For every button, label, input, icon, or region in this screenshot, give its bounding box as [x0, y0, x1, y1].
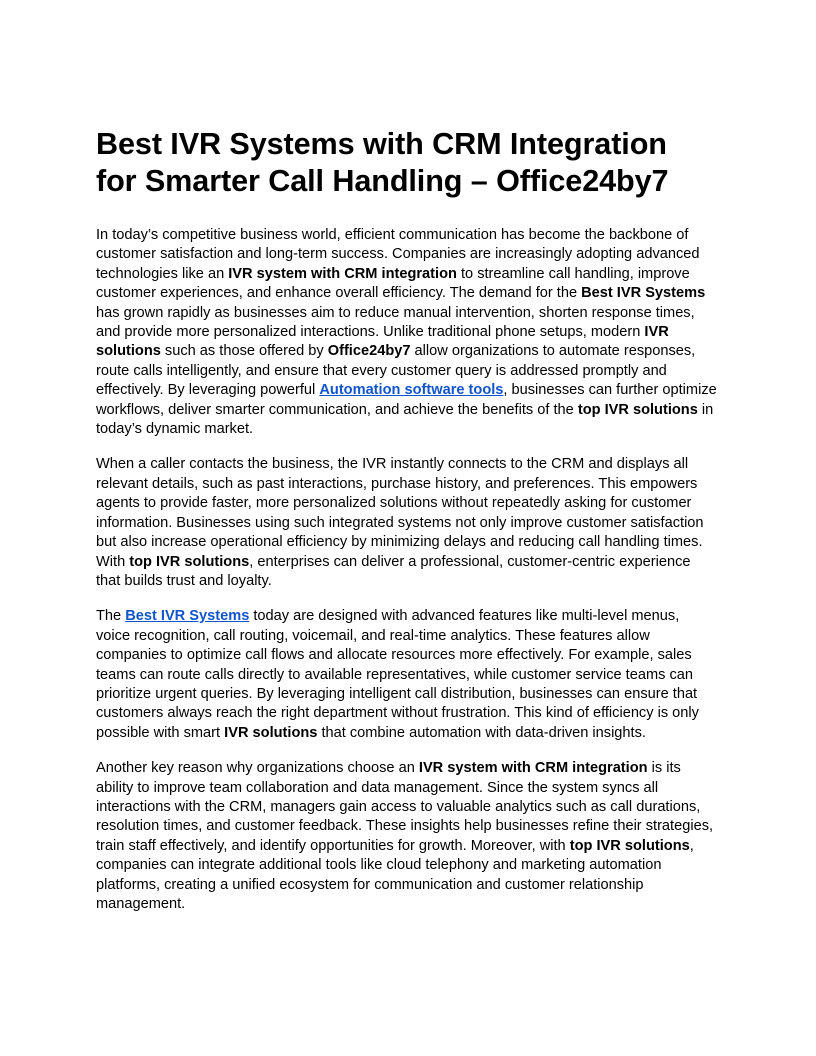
text-line: [96, 494, 720, 513]
text-run: customer satisfaction and long-term success. Companies are increasingly adopting advanced: [96, 246, 700, 263]
hyperlink[interactable]: Automation software tools: [319, 382, 504, 399]
text-run: relevant details, such as past interactions, purchase history, and preferences. This empowers: [96, 475, 698, 492]
text-run: prioritize urgent queries. By leveraging intelligent call distribution, businesses can ensure that: [96, 685, 698, 702]
text-line: [96, 876, 720, 895]
text-line: [96, 759, 720, 778]
text-line: [96, 514, 720, 533]
bold-text: solutions: [96, 343, 161, 360]
text-line: [96, 553, 720, 572]
text-line: [96, 304, 720, 323]
text-run: With: [96, 553, 130, 570]
text-line: [96, 724, 720, 743]
text-line: [96, 475, 720, 494]
text-run: but also increase operational efficiency by minimizing delays and reducing call handling times.: [96, 534, 703, 551]
text-run: customer experiences, and enhance overall efficiency. The demand for the: [96, 285, 582, 302]
text-run: that combine automation with data-driven insights.: [317, 724, 646, 741]
text-line: [96, 455, 720, 474]
text-line: [96, 837, 720, 856]
text-run: such as those offered by: [160, 343, 328, 360]
text-line: [96, 362, 720, 381]
paragraph: [96, 759, 720, 914]
text-run: allow organizations to automate responses,: [410, 343, 696, 360]
text-line: [96, 420, 720, 439]
text-run: today are designed with advanced features like multi-level menus,: [249, 608, 680, 625]
bold-text: Best IVR Systems: [581, 285, 706, 302]
text-run: interactions with the CRM, managers gain access to valuable analytics such as call durations,: [96, 798, 701, 815]
text-run: possible with smart: [96, 724, 225, 741]
bold-text: top IVR solutions: [577, 401, 698, 418]
text-run: in: [697, 401, 714, 418]
text-line: [96, 817, 720, 836]
text-line: [96, 627, 720, 646]
text-line: [96, 685, 720, 704]
text-line: [96, 245, 720, 264]
text-run: train staff effectively, and identify opportunities for growth. Moreover, with: [96, 837, 570, 854]
text-line: [96, 856, 720, 875]
text-run: ,: [689, 837, 694, 854]
text-run: workflows, deliver smarter communication, and achieve the benefits of the: [96, 401, 578, 418]
text-line: [96, 226, 720, 245]
bold-text: IVR solutions: [224, 724, 318, 741]
document-page: [96, 126, 720, 930]
text-run: management.: [96, 896, 186, 912]
text-run: effectively. By leveraging powerful: [96, 382, 320, 399]
text-run: resolution times, and customer feedback. These insights help businesses refine their strategies,: [96, 818, 714, 835]
document-title: [96, 126, 720, 200]
text-run: has grown rapidly as businesses aim to reduce manual intervention, shorten response times,: [96, 304, 695, 321]
text-run: is its: [647, 760, 681, 777]
text-line: [96, 323, 720, 342]
text-run: technologies like an: [96, 265, 229, 282]
text-line: [96, 533, 720, 552]
text-run: companies can integrate additional tools like cloud telephony and marketing automation: [96, 857, 662, 874]
text-run: agents to provide faster, more personalized solutions without repeatedly asking for customer: [96, 495, 692, 512]
text-run: to streamline call handling, improve: [456, 265, 690, 282]
hyperlink[interactable]: Best IVR Systems: [125, 608, 250, 625]
text-run: that builds trust and loyalty.: [96, 572, 272, 589]
text-run: information. Businesses using such integrated systems not only improve customer satisfaction: [96, 514, 704, 531]
paragraph: [96, 455, 720, 591]
text-run: teams can route calls directly to available representatives, while customer service teams can: [96, 666, 693, 683]
bold-text: IVR system with CRM integration: [228, 265, 457, 282]
text-run: When a caller contacts the business, the IVR instantly connects to the CRM and displays all: [96, 456, 689, 473]
text-line: [96, 607, 720, 626]
title-line: Best IVR Systems with CRM Integration: [96, 127, 667, 161]
text-run: route calls intelligently, and ensure that every customer query is addressed promptly and: [96, 362, 667, 379]
text-run: voice recognition, call routing, voicemail, and real-time analytics. These features allow: [96, 627, 650, 644]
text-run: ability to improve team collaboration and data management. Since the system syncs all: [96, 779, 659, 796]
text-line: [96, 381, 720, 400]
text-line: [96, 798, 720, 817]
text-run: companies to optimize call flows and allocate resources more effectively. For example, sales: [96, 647, 692, 664]
text-line: [96, 401, 720, 420]
bold-text: IVR: [644, 324, 669, 341]
text-run: customers always reach the right department without frustration. This kind of efficiency is only: [96, 705, 699, 722]
text-line: [96, 779, 720, 798]
text-run: The: [96, 608, 126, 625]
text-run: , enterprises can deliver a professional, customer-centric experience: [249, 553, 691, 570]
text-line: [96, 666, 720, 685]
document-body: [96, 226, 720, 914]
text-line: [96, 704, 720, 723]
text-run: platforms, creating a unified ecosystem for communication and customer relationship: [96, 876, 644, 893]
text-line: [96, 265, 720, 284]
text-line: [96, 895, 720, 914]
paragraph: [96, 607, 720, 743]
text-line: [96, 284, 720, 303]
text-line: [96, 342, 720, 361]
text-line: [96, 646, 720, 665]
bold-text: Office24by7: [327, 343, 411, 360]
text-run: today’s dynamic market.: [96, 421, 254, 438]
text-run: In today’s competitive business world, efficient communication has become the backbone of: [96, 227, 689, 243]
paragraph: [96, 226, 720, 439]
text-run: Another key reason why organizations choose an: [96, 760, 419, 777]
bold-text: top IVR solutions: [569, 837, 690, 854]
text-line: [96, 572, 720, 591]
text-run: and provide more personalized interactions. Unlike traditional phone setups, modern: [96, 324, 645, 341]
bold-text: top IVR solutions: [129, 553, 250, 570]
bold-text: IVR system with CRM integration: [418, 760, 648, 777]
text-run: , businesses can further optimize: [503, 382, 717, 399]
title-line: for Smarter Call Handling – Office24by7: [96, 164, 669, 198]
